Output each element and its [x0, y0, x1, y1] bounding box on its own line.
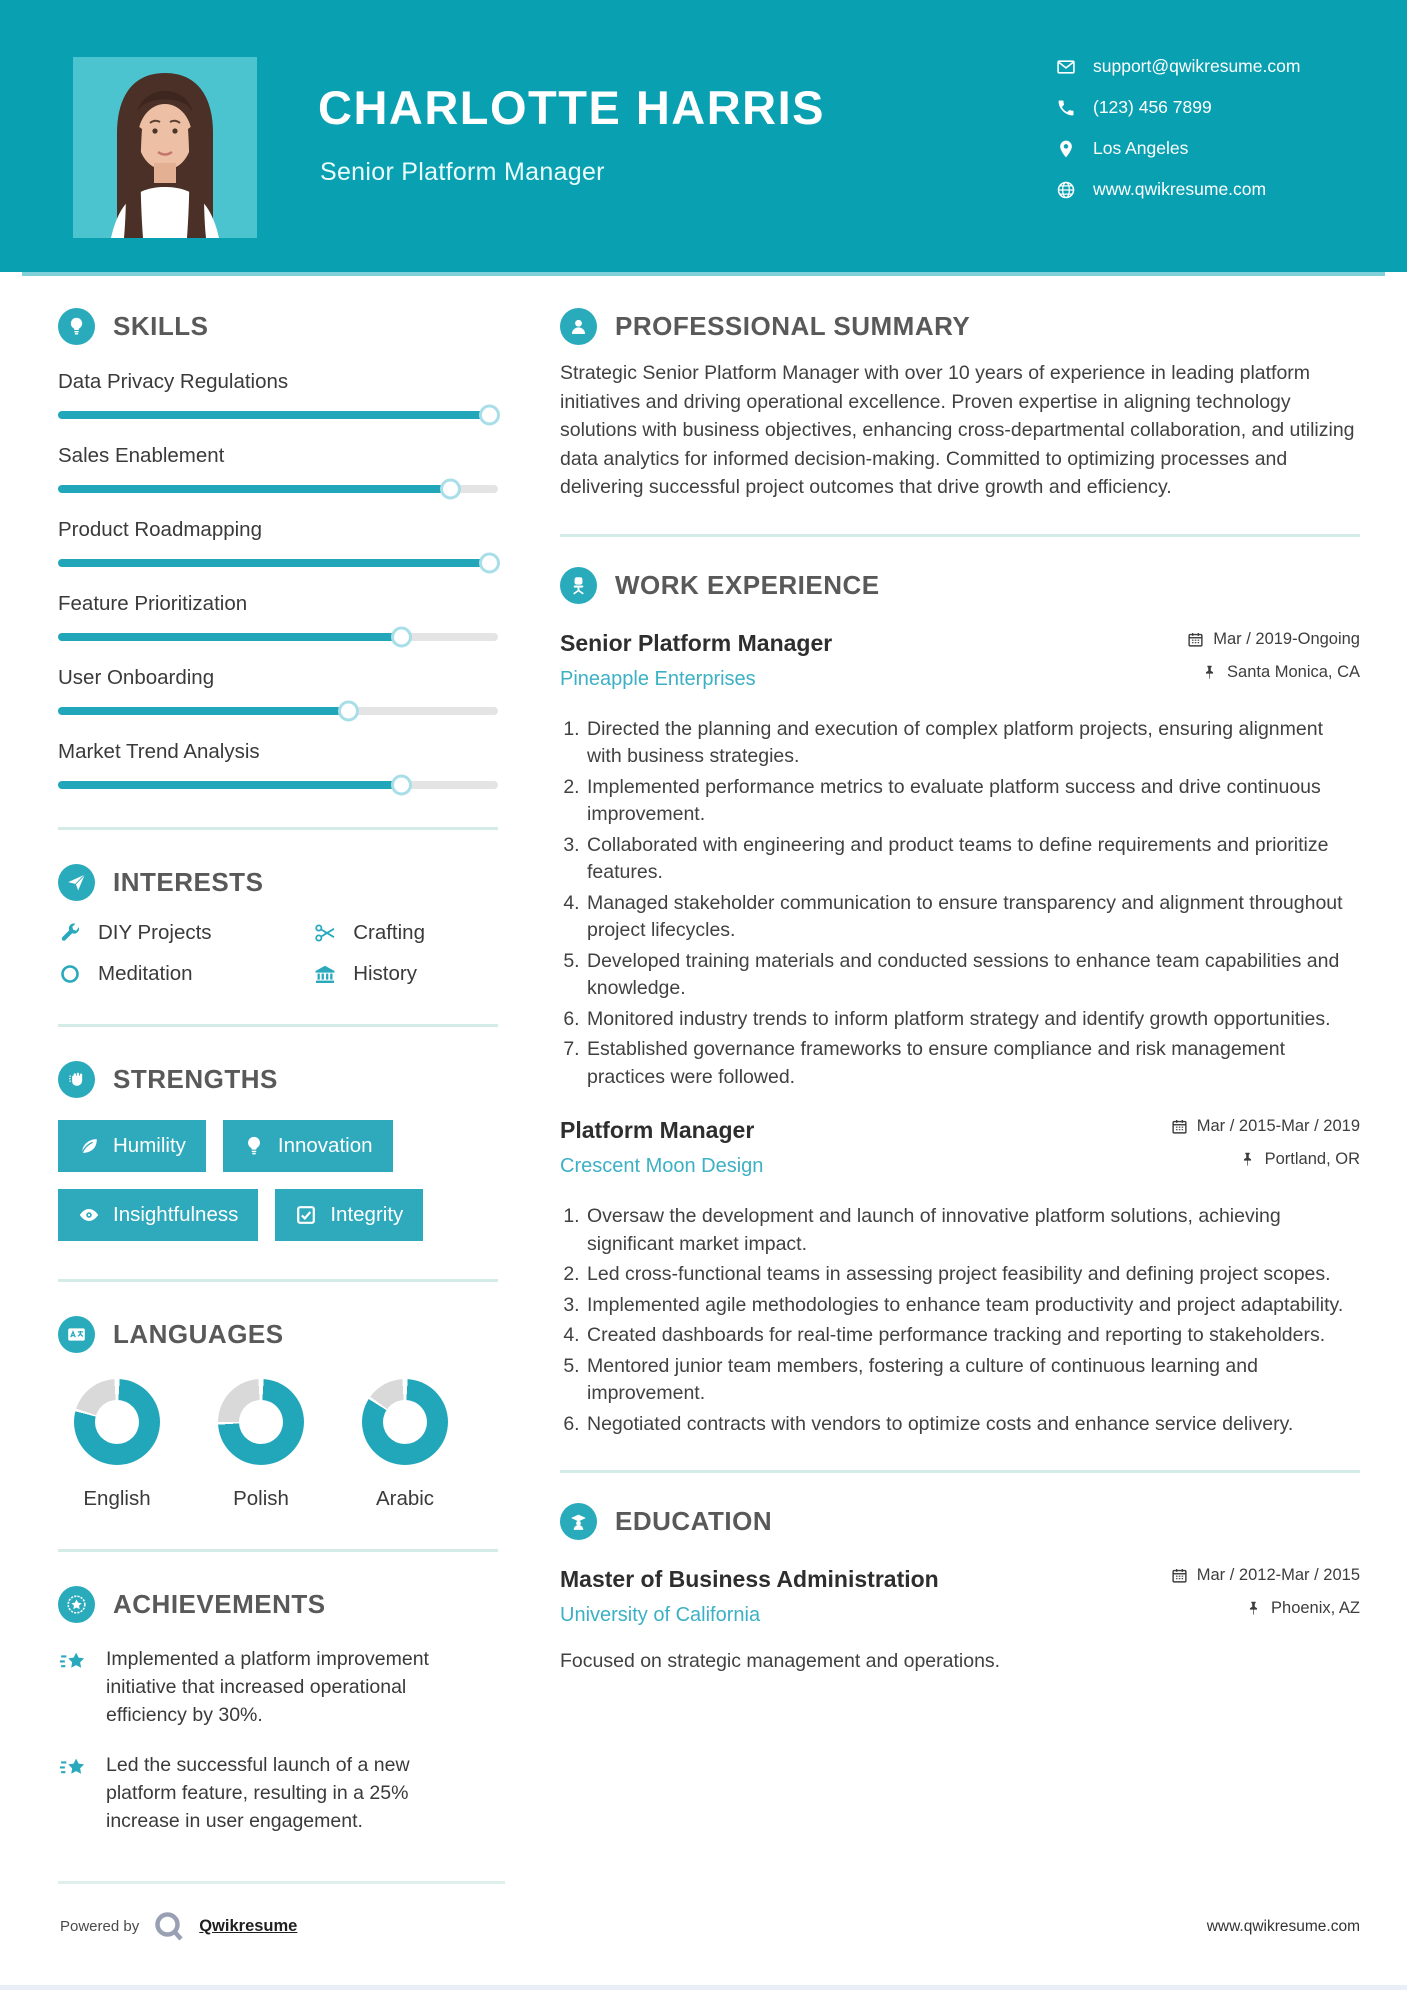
contact-text: Los Angeles [1093, 138, 1189, 158]
lightbulb-icon [58, 308, 95, 345]
skill-slider-fill [58, 633, 401, 641]
interest-item [58, 962, 313, 986]
profile-photo-illustration [73, 57, 257, 238]
section-divider [560, 534, 1360, 537]
education-left [560, 1566, 939, 1627]
work-title: WORK EXPERIENCE [615, 569, 880, 600]
education-header [560, 1566, 1360, 1632]
pushpin-icon [1201, 664, 1218, 681]
section-divider [58, 1024, 498, 1027]
shooting-star-icon [58, 1647, 88, 1677]
strength-label: Humility [113, 1134, 186, 1157]
job-location-row [1171, 1150, 1360, 1169]
pushpin-icon [1239, 1151, 1256, 1168]
email-icon [1056, 57, 1076, 77]
phone-icon [1056, 98, 1076, 118]
interest-item [313, 962, 498, 986]
skills-list [58, 370, 498, 789]
language-item [74, 1379, 160, 1511]
skill-slider-handle [391, 627, 412, 648]
footer-divider [58, 1881, 505, 1884]
graduate-icon [560, 1503, 597, 1540]
education-degree: Master of Business Administration [560, 1566, 939, 1592]
achievements-title: ACHIEVEMENTS [113, 1589, 326, 1619]
contact-item[interactable] [1056, 97, 1300, 118]
profile-photo [73, 57, 257, 238]
job-location: Santa Monica, CA [1227, 662, 1360, 681]
job-bullet: 3. Implemented agile methodologies to enhance team productivity and project adaptability. [585, 1292, 1360, 1320]
skill-slider-track [58, 485, 498, 493]
education-school: University of California [560, 1604, 761, 1626]
interests-list [58, 921, 498, 986]
job-bullet: 2. Led cross-functional teams in assessing project feasibility and defining project scopes. [585, 1261, 1360, 1289]
header-banner [0, 0, 1407, 272]
language-donut-chart [218, 1379, 304, 1465]
skill-slider-track [58, 633, 498, 641]
star-badge-icon [58, 1586, 95, 1623]
calendar-icon [1171, 1567, 1188, 1584]
achievements-list [58, 1645, 498, 1835]
skill-item [58, 444, 498, 493]
translate-icon [58, 1316, 95, 1353]
page-bottom-strip [0, 1985, 1407, 1990]
chair-icon [560, 567, 597, 604]
job-company: Pineapple Enterprises [560, 667, 756, 690]
skill-label: Data Privacy Regulations [58, 370, 289, 393]
language-label: Polish [233, 1487, 289, 1510]
interest-label: Meditation [98, 962, 193, 985]
skill-item [58, 518, 498, 567]
skill-slider-track [58, 707, 498, 715]
contact-text: (123) 456 7899 [1093, 97, 1212, 117]
section-divider [58, 1279, 498, 1282]
education-entry [560, 1566, 1360, 1673]
summary-text: Strategic Senior Platform Manager with over 10 years of experience in leading platform initiatives and driving operational excellence. Proven expertise in aligning technology solutions with business objectives, enhancing cross-departmental collaboration, and utilizing data analytics for informed decision-making. Committed to optimizing processes and delivering successful project outcomes that drive growth and efficiency. [560, 362, 1355, 498]
skill-label: Sales Enablement [58, 444, 225, 467]
job-dates-row [1187, 630, 1360, 649]
skill-label: Product Roadmapping [58, 518, 262, 541]
interest-label: History [353, 962, 417, 985]
strength-label: Innovation [277, 1134, 373, 1157]
language-item [218, 1379, 304, 1511]
user-icon [560, 308, 597, 345]
job-bullet: 4. Created dashboards for real-time performance tracking and reporting to stakeholders. [585, 1322, 1360, 1350]
language-label: English [83, 1487, 151, 1510]
achievements-section-header [58, 1586, 498, 1623]
interest-item [313, 921, 498, 945]
eye-icon [78, 1204, 100, 1226]
education-location: Phoenix, AZ [1271, 1599, 1360, 1617]
job-bullet: 5. Mentored junior team members, fostering a culture of continuous learning and improvement. [585, 1353, 1360, 1408]
achievement-item [58, 1751, 498, 1835]
strengths-list [58, 1120, 488, 1241]
strengths-section-header [58, 1061, 498, 1098]
job-bullet: 1. Directed the planning and execution of complex platform projects, ensuring alignment with business strategies. [585, 716, 1360, 771]
contact-list [1056, 56, 1300, 200]
ring-icon [58, 962, 82, 986]
interest-label: Crafting [353, 921, 425, 944]
main-column [560, 308, 1360, 1673]
job-bullet: 4. Managed stakeholder communication to ensure transparency and alignment throughout project lifecycles. [585, 890, 1360, 945]
job-bullets [560, 1203, 1360, 1438]
contact-item[interactable] [1056, 138, 1300, 159]
powered-by-label: Powered by [60, 1917, 140, 1935]
job-bullet: 1. Oversaw the development and launch of innovative platform solutions, achieving significant market impact. [585, 1203, 1360, 1258]
job-role: Platform Manager [560, 1117, 755, 1143]
header-underline [22, 272, 1385, 276]
education-meta [1171, 1566, 1360, 1632]
job-entry [560, 630, 1360, 1092]
job-role: Senior Platform Manager [560, 629, 833, 656]
lightbulb-icon [243, 1135, 265, 1157]
interests-section-header [58, 864, 498, 901]
job-location-row [1187, 663, 1360, 682]
strengths-title: STRENGTHS [113, 1064, 278, 1094]
candidate-title: Senior Platform Manager [320, 158, 605, 186]
wrench-icon [58, 921, 82, 945]
skill-label: Feature Prioritization [58, 592, 248, 615]
skill-slider-handle [479, 553, 500, 574]
interest-item [58, 921, 313, 945]
skill-item [58, 370, 498, 419]
achievement-item [58, 1645, 498, 1729]
strength-badge [58, 1189, 258, 1241]
education-dates-row [1171, 1566, 1360, 1585]
job-bullet: 3. Collaborated with engineering and product teams to define requirements and prioritize features. [585, 832, 1360, 887]
skill-slider-fill [58, 485, 450, 493]
qwikresume-link[interactable]: Qwikresume [199, 1916, 298, 1935]
sidebar [58, 308, 498, 1835]
skill-item [58, 666, 498, 715]
language-item [362, 1379, 448, 1511]
job-bullets [560, 716, 1360, 1092]
skill-item [58, 740, 498, 789]
summary-section-header [560, 308, 1360, 345]
skill-slider-fill [58, 707, 348, 715]
shooting-star-icon [58, 1753, 88, 1783]
job-left [560, 1117, 763, 1178]
job-bullet: 7. Established governance frameworks to ensure compliance and risk management practices were followed. [585, 1036, 1360, 1091]
skill-slider-handle [338, 701, 359, 722]
skill-slider-handle [391, 775, 412, 796]
education-note: Focused on strategic management and operations. [560, 1650, 1001, 1672]
section-divider [58, 1549, 498, 1552]
job-bullet: 6. Negotiated contracts with vendors to optimize costs and enhance service delivery. [585, 1411, 1360, 1439]
education-section-header [560, 1503, 1360, 1540]
skill-label: User Onboarding [58, 666, 215, 689]
check-square-icon [295, 1204, 317, 1226]
strength-badge [275, 1189, 423, 1241]
job-dates: Mar / 2019-Ongoing [1213, 629, 1360, 648]
languages-list [58, 1379, 498, 1511]
calendar-icon [1171, 1118, 1188, 1135]
interest-label: DIY Projects [98, 921, 212, 944]
interests-title: INTERESTS [113, 867, 264, 897]
job-left [560, 630, 832, 691]
strength-badge [223, 1120, 393, 1172]
contact-item[interactable] [1056, 56, 1300, 77]
contact-text: www.qwikresume.com [1093, 179, 1267, 199]
leaf-icon [78, 1135, 100, 1157]
skill-item [58, 592, 498, 641]
contact-text: support@qwikresume.com [1093, 56, 1301, 76]
education-location-row [1171, 1599, 1360, 1618]
calendar-icon [1187, 631, 1204, 648]
languages-title: LANGUAGES [113, 1319, 284, 1349]
footer [60, 1908, 297, 1944]
job-bullet: 5. Developed training materials and conducted sessions to enhance team capabilities and knowledge. [585, 948, 1360, 1003]
pushpin-icon [1245, 1600, 1262, 1617]
achievement-text: Implemented a platform improvement initiative that increased operational efficiency by 30%. [106, 1648, 429, 1726]
strength-label: Insightfulness [113, 1203, 239, 1226]
education-dates: Mar / 2012-Mar / 2015 [1196, 1566, 1360, 1584]
location-icon [1056, 139, 1076, 159]
job-meta [1187, 630, 1360, 696]
language-donut-chart [362, 1379, 448, 1465]
job-location: Portland, OR [1264, 1150, 1360, 1168]
job-header [560, 630, 1360, 696]
job-bullet: 2. Implemented performance metrics to evaluate platform success and drive continuous improvement. [585, 774, 1360, 829]
section-divider [560, 1470, 1360, 1473]
skill-slider-fill [58, 781, 401, 789]
jobs-list [560, 630, 1360, 1439]
languages-section-header [58, 1316, 498, 1353]
job-dates: Mar / 2015-Mar / 2019 [1196, 1117, 1360, 1135]
education-title: EDUCATION [615, 1506, 773, 1536]
fist-icon [58, 1061, 95, 1098]
job-dates-row [1171, 1117, 1360, 1136]
job-header [560, 1117, 1360, 1183]
contact-item[interactable] [1056, 179, 1300, 200]
skill-slider-handle [479, 405, 500, 426]
globe-icon [1056, 180, 1076, 200]
achievement-text: Led the successful launch of a new platform feature, resulting in a 25% increase in user engagement. [106, 1754, 410, 1832]
skill-label: Market Trend Analysis [58, 740, 260, 763]
skill-slider-handle [440, 479, 461, 500]
museum-icon [313, 962, 337, 986]
skill-slider-track [58, 559, 498, 567]
strength-badge [58, 1120, 206, 1172]
skill-slider-fill [58, 559, 489, 567]
skill-slider-track [58, 411, 498, 419]
section-divider [58, 827, 498, 830]
skills-title: SKILLS [113, 311, 209, 341]
job-entry [560, 1117, 1360, 1438]
job-bullet: 6. Monitored industry trends to inform platform strategy and identify growth opportunities. [585, 1006, 1360, 1034]
footer-site-url: www.qwikresume.com [1206, 1918, 1360, 1935]
language-label: Arabic [375, 1487, 435, 1510]
skill-slider-track [58, 781, 498, 789]
strength-label: Integrity [330, 1203, 404, 1226]
job-company: Crescent Moon Design [560, 1155, 764, 1177]
summary-title: PROFESSIONAL SUMMARY [615, 311, 971, 341]
job-meta [1171, 1117, 1360, 1183]
skills-section-header [58, 308, 498, 345]
skill-slider-fill [58, 411, 489, 419]
work-section-header [560, 567, 1360, 604]
candidate-name: CHARLOTTE HARRIS [318, 81, 826, 134]
paper-plane-icon [58, 864, 95, 901]
language-donut-chart [74, 1379, 160, 1465]
q-logo-icon [151, 1908, 187, 1944]
scissors-icon [313, 921, 337, 945]
